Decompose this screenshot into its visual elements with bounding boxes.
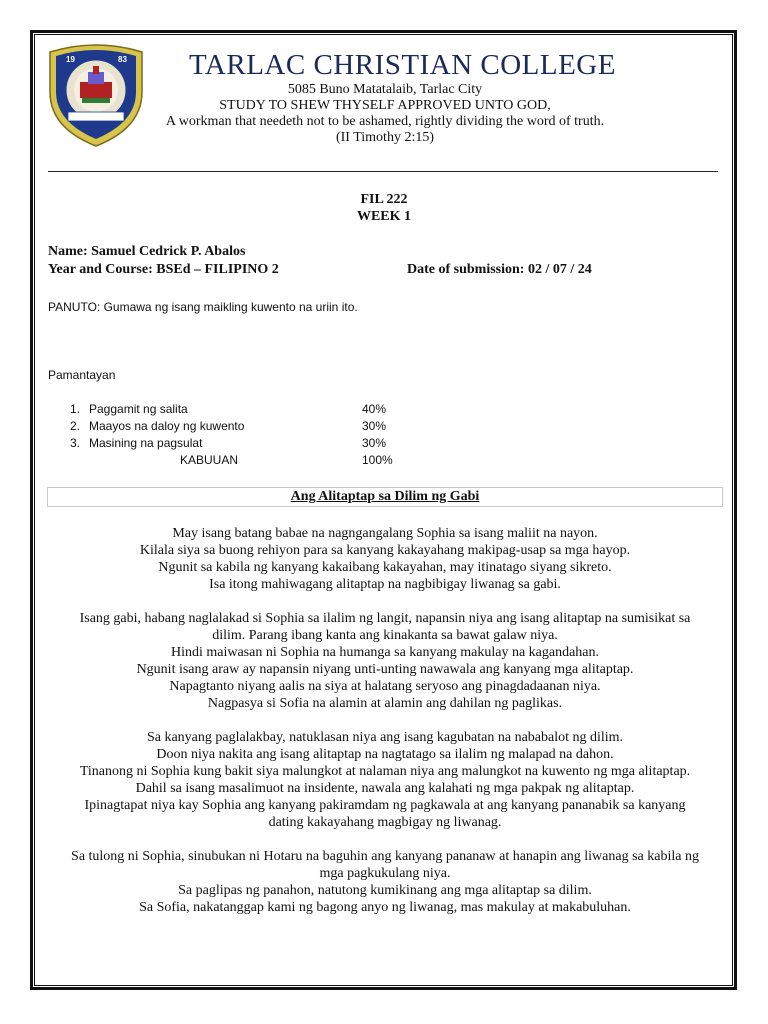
course-week: WEEK 1 <box>356 209 412 224</box>
criteria-total-percent: 100% <box>362 453 393 467</box>
college-address: 5085 Buno Matatalaib, Tarlac City <box>287 82 483 97</box>
criteria-heading: Pamantayan <box>48 368 116 382</box>
criteria-item <box>70 435 470 452</box>
story-line: Hindi maiwasan ni Sophia na humanga sa kanyang makulay na kagandahan. <box>170 645 600 660</box>
criteria-item-label: Paggamit ng salita <box>89 402 188 416</box>
story-paragraph <box>46 848 724 916</box>
instructions: PANUTO: Gumawa ng isang maikling kuwento na uriin ito. <box>48 300 358 314</box>
story-line: Dahil sa isang masalimuot na insidente, nawala ang kalahati ng mga pakpak ng alitaptap. <box>135 781 635 796</box>
story-line: Isang gabi, habang naglalakad si Sophia sa ilalim ng langit, napansin niya ang isang alitaptap na sumisikat sa <box>79 611 691 626</box>
criteria-total-label: KABUUAN <box>180 453 239 467</box>
story-line: mga pagkukulang niya. <box>319 866 451 881</box>
story-paragraph <box>46 729 724 831</box>
story-line: Ngunit sa kabila ng kanyang kakaibang kakayahan, may itinatago siyang sikreto. <box>158 560 612 575</box>
course-code: FIL 222 <box>360 192 408 207</box>
criteria-item-label: Masining na pagsulat <box>89 436 203 450</box>
criteria-item-number: 1. <box>70 402 81 416</box>
seal-year-left: 19 <box>66 55 75 64</box>
header-divider <box>48 171 718 172</box>
story-line: Tinanong ni Sophia kung bakit siya malungkot at nalaman niya ang malungkot na kuwento ng mga alitaptap. <box>79 764 691 779</box>
story-line: Ngunit isang araw ay napansin niyang unti-unting nawawala ang kanyang mga alitaptap. <box>136 662 634 677</box>
student-name: Name: Samuel Cedrick P. Abalos <box>48 244 246 259</box>
criteria-item <box>70 418 470 435</box>
criteria-item-percent: 30% <box>362 436 387 450</box>
criteria-list <box>70 401 470 469</box>
motto-line-2: A workman that needeth not to be ashamed, rightly dividing the word of truth. <box>165 114 605 129</box>
story-title-box <box>47 487 723 507</box>
story-line: Doon niya nakita ang isang alitaptap na nagtatago sa ilalim ng malapad na dahon. <box>156 747 614 762</box>
year-and-course: Year and Course: BSEd – FILIPINO 2 <box>48 262 279 277</box>
story-line: dating kakayahang magbigay ng liwanag. <box>268 815 502 830</box>
story-line: May isang batang babae na nagngangalang Sophia sa isang maliit na nayon. <box>172 526 598 541</box>
course-heading <box>0 191 768 225</box>
criteria-item-label: Maayos na daloy ng kuwento <box>89 419 245 433</box>
criteria-item-number: 2. <box>70 419 81 433</box>
motto-line-1: STUDY TO SHEW THYSELF APPROVED UNTO GOD, <box>219 98 551 113</box>
story-body <box>46 525 724 933</box>
bible-verse: (II Timothy 2:15) <box>335 130 434 145</box>
college-name: TARLAC CHRISTIAN COLLEGE <box>189 49 616 81</box>
story-line: Kilala siya sa buong rehiyon para sa kanyang kakayahang makipag-usap sa mga hayop. <box>139 543 631 558</box>
story-line: Sa paglipas ng panahon, natutong kumikinang ang mga alitaptap sa dilim. <box>178 883 592 898</box>
story-line: Isa itong mahiwagang alitaptap na nagbibigay liwanag sa gabi. <box>209 577 561 592</box>
story-line: Napagtanto niyang aalis na siya at halatang seryoso ang pinagdadaanan niya. <box>169 679 601 694</box>
story-line: Sa Sofia, nakatanggap kami ng bagong anyo ng liwanag, mas makulay at makabuluhan. <box>139 900 631 915</box>
story-paragraph <box>46 610 724 712</box>
story-line: Ipinagtapat niya kay Sophia ang kanyang pakiramdam ng pagkawala at ang kanyang pananabik sa kanyang <box>84 798 686 813</box>
criteria-item-percent: 40% <box>362 402 387 416</box>
criteria-total <box>70 452 470 469</box>
college-header <box>120 48 650 146</box>
criteria-item <box>70 401 470 418</box>
story-line: Sa kanyang paglalakbay, natuklasan niya ang isang kagubatan na nababalot ng dilim. <box>146 730 624 745</box>
story-line: dilim. Parang ibang kanta ang kinakanta sa bawat galaw niya. <box>212 628 558 643</box>
story-title: Ang Alitaptap sa Dilim ng Gabi <box>290 489 480 504</box>
seal-year-right: 83 <box>118 55 127 64</box>
date-of-submission: Date of submission: 02 / 07 / 24 <box>407 262 592 277</box>
story-line: Nagpasya si Sofia na alamin at alamin ang dahilan ng paglikas. <box>207 696 563 711</box>
criteria-item-number: 3. <box>70 436 81 450</box>
criteria-item-percent: 30% <box>362 419 387 433</box>
story-line: Sa tulong ni Sophia, sinubukan ni Hotaru na baguhin ang kanyang pananaw at hanapin ang liwanag sa kabila ng <box>71 849 699 864</box>
story-paragraph <box>46 525 724 593</box>
